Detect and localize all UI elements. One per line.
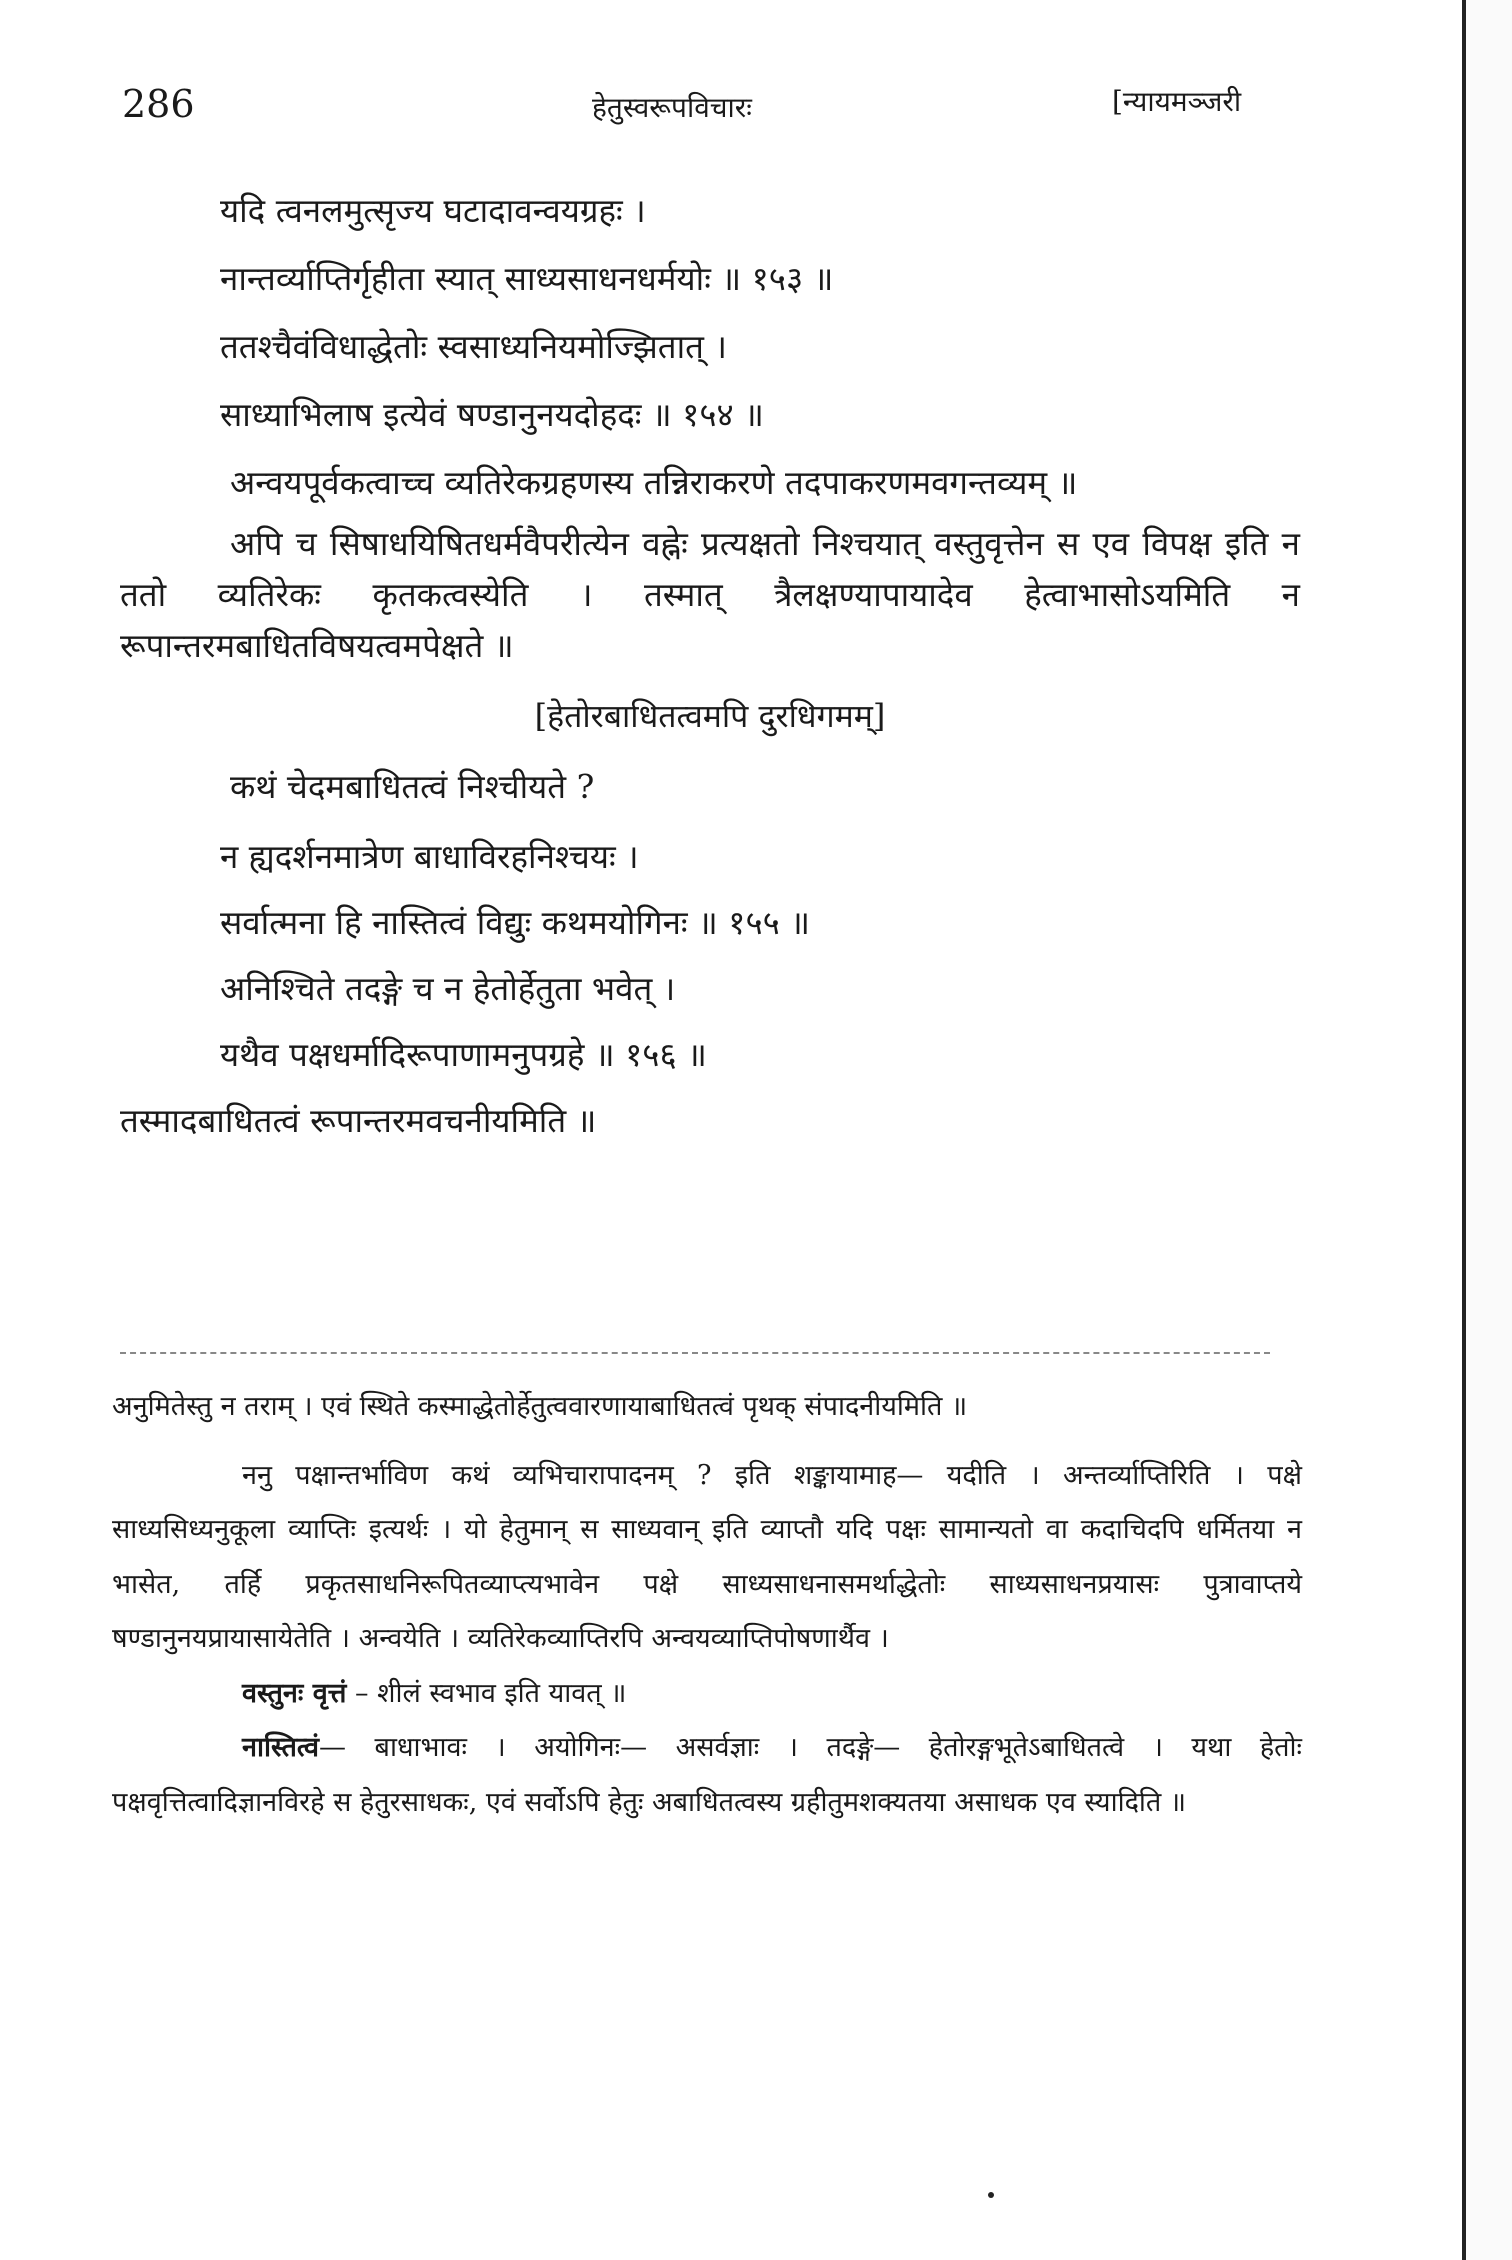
verse-line: यथैव पक्षधर्मादिरूपाणामनुपग्रहे ॥ १५६ ॥ (220, 1035, 707, 1075)
note-lemma: नास्तित्वं (242, 1732, 320, 1764)
note-paragraph (112, 1721, 1302, 1830)
verse-line: यदि त्वनलमुत्सृज्य घटादावन्वयग्रहः । (220, 191, 646, 230)
verse-line: अनिश्चिते तदङ्गे च न हेतोर्हेतुता भवेत् । (220, 969, 676, 1009)
section-subheading: [हेतोरबाधितत्वमपि दुरधिगमम्] (534, 696, 886, 735)
note-paragraph (112, 1667, 1302, 1722)
note-text: — बाधाभावः । अयोगिनः— असर्वज्ञाः । तदङ्गे— हेतोरङ्गभूतेऽबाधितत्वे । यथा हेतोः पक्षवृत्तित्वादिज्ञानविरहे स हेतुरसाधकः, एवं सर्वोऽपि हेतुः अबाधितत्वस्य ग्रहीतुमशक्यतया असाधक एव स्यादिति ॥ (112, 1732, 1302, 1818)
ink-speck (988, 2192, 994, 2198)
running-title: हेतुस्वरूपविचारः (592, 91, 752, 124)
note-text: – शीलं स्वभाव इति यावत् ॥ (355, 1677, 627, 1709)
question-line: कथं चेदमबाधितत्वं निश्चीयते ? (230, 767, 595, 807)
note-paragraph: ननु पक्षान्तर्भाविण कथं व्यभिचारापादनम् ? इति शङ्कायामाह— यदीति । अन्तर्व्याप्तिरिति । पक्षे साध्यसिध्यनुकूला व्याप्तिः इत्यर्थः । यो हेतुमान् स साध्यवान् इति व्याप्तौ यदि पक्षः सामान्यतो वा कदाचिदपि धर्मितया न भासेत, तर्हि प्रकृतसाधनिरूपितव्याप्त्यभावेन पक्षे साध्यसाधनासमर्थाद्धेतोः साध्यसाधनप्रयासः पुत्रावाप्तये षण्डानुनयप्रायासायेतेति । अन्वयेति । व्यतिरेकव्याप्तिरपि अन्वयव्याप्तिपोषणार्थैव । (112, 1459, 1302, 1655)
page-edge-shadow (1466, 0, 1512, 2260)
verse-line: ततश्चैवंविधाद्धेतोः स्वसाध्यनियमोज्झितात् । (220, 327, 727, 366)
section-title: [न्यायमञ्जरी (1112, 85, 1242, 118)
prose-paragraph: अपि च सिषाधयिषितधर्मवैपरीत्येन वह्नेः प्रत्यक्षतो निश्चयात् वस्तुवृत्तेन स एव विपक्ष इति न ततो व्यतिरेकः कृतकत्वस्येति । तस्मात् त्रैलक्षण्यापायादेव हेत्वाभासोऽयमिति न रूपान्तरमबाधितविषयत्वमपेक्षते ॥ (120, 524, 1300, 666)
conclusion-line: तस्मादबाधितत्वं रूपान्तरमवचनीयमिति ॥ (120, 1101, 597, 1141)
verse-line: नान्तर्व्याप्तिर्गृहीता स्यात् साध्यसाधनधर्मयोः ॥ १५३ ॥ (220, 259, 834, 298)
note-lemma: वस्तुनः वृत्तं (242, 1677, 347, 1709)
verse-line: साध्याभिलाष इत्येवं षण्डानुनयदोहदः ॥ १५४ ॥ (220, 395, 764, 434)
prose-paragraph: अन्वयपूर्वकत्वाच्च व्यतिरेकग्रहणस्य तन्निराकरणे तदपाकरणमवगन्तव्यम् ॥ (230, 463, 1078, 502)
verse-line: न ह्यदर्शनमात्रेण बाधाविरहनिश्चयः । (220, 837, 639, 877)
footnote-divider (120, 1352, 1270, 1354)
commentary-notes (112, 1380, 1302, 1830)
note-paragraph: अनुमितेस्तु न तराम् । एवं स्थिते कस्माद्धेतोर्हेतुत्ववारणायाबाधितत्वं पृथक् संपादनीयमिति ॥ (112, 1391, 968, 1422)
page-number: 286 (122, 82, 195, 126)
page-edge-line (1462, 0, 1466, 2260)
page-header (112, 82, 1292, 142)
verse-line: सर्वात्मना हि नास्तित्वं विद्युः कथमयोगिनः ॥ १५५ ॥ (220, 903, 811, 943)
main-text (120, 185, 1300, 1155)
